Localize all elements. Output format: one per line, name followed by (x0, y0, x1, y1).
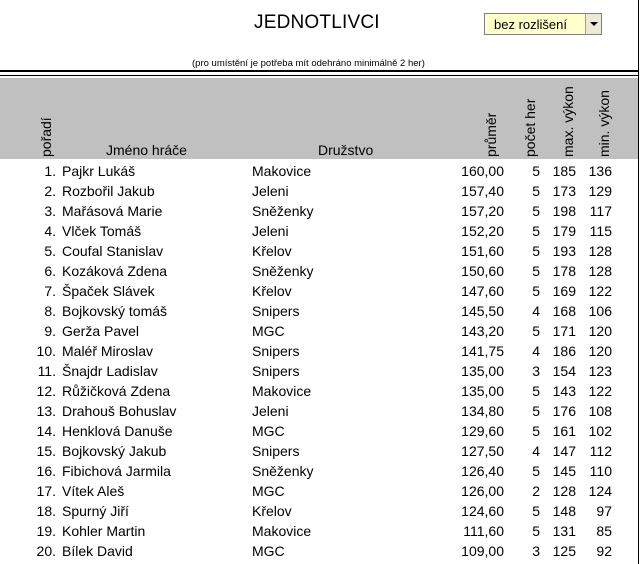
cell-max: 143 (552, 383, 576, 399)
cell-min: 112 (589, 443, 612, 459)
cell-min: 122 (588, 283, 612, 299)
cell-rank: 20. (36, 543, 56, 559)
cell-team: Křelov (252, 243, 292, 259)
cell-max: 186 (552, 343, 576, 359)
cell-team: Makovice (252, 383, 312, 399)
column-header-name: Jméno hráče (106, 142, 187, 158)
cell-player-name: Bojkovský Jakub (62, 443, 167, 459)
cell-team: MGC (252, 543, 285, 559)
cell-max: 131 (552, 523, 576, 539)
cell-rank: 15. (36, 443, 56, 459)
cell-max: 145 (552, 463, 576, 479)
cell-team: Jeleni (252, 403, 289, 419)
cell-games: 5 (532, 203, 540, 219)
cell-team: Snipers (252, 443, 300, 459)
cell-min: 92 (596, 543, 612, 559)
cell-team: Jeleni (252, 223, 289, 239)
cell-max: 178 (552, 263, 576, 279)
cell-min: 102 (588, 423, 612, 439)
table-row (0, 521, 638, 541)
cell-average: 127,50 (461, 443, 504, 459)
cell-rank: 2. (44, 183, 56, 199)
table-row (0, 241, 638, 261)
table-row (0, 341, 638, 361)
cell-max: 173 (552, 183, 576, 199)
cell-average: 157,40 (461, 183, 504, 199)
cell-average: 141,75 (461, 343, 504, 359)
chevron-down-icon[interactable] (585, 14, 601, 34)
column-header-min: min. výkon (596, 90, 612, 157)
cell-average: 126,00 (461, 483, 504, 499)
cell-max: 193 (552, 243, 576, 259)
cell-rank: 8. (44, 303, 56, 319)
cell-max: 168 (552, 303, 576, 319)
minimum-games-note: (pro umístění je potřeba mít odehráno minimálně 2 her) (192, 58, 425, 69)
table-row (0, 201, 638, 221)
cell-games: 5 (532, 223, 540, 239)
cell-min: 124 (588, 483, 612, 499)
cell-min: 128 (588, 263, 612, 279)
cell-player-name: Pajkr Lukáš (62, 163, 136, 179)
page-title: JEDNOTLIVCI (254, 12, 380, 33)
cell-team: Sněženky (252, 203, 314, 219)
table-row (0, 321, 638, 341)
sheet-right-border (638, 0, 639, 564)
cell-player-name: Coufal Stanislav (62, 243, 164, 259)
cell-min: 129 (588, 183, 612, 199)
cell-rank: 17. (36, 483, 56, 499)
cell-rank: 12. (36, 383, 56, 399)
cell-rank: 7. (44, 283, 56, 299)
cell-average: 150,60 (461, 263, 504, 279)
players-table (0, 161, 638, 561)
cell-max: 128 (552, 483, 576, 499)
cell-player-name: Vítek Aleš (62, 483, 125, 499)
table-row (0, 481, 638, 501)
table-row (0, 361, 638, 381)
filter-value: bez rozlišení (494, 17, 567, 32)
table-row (0, 161, 638, 181)
cell-average: 151,60 (461, 243, 504, 259)
cell-player-name: Rozbořil Jakub (62, 183, 155, 199)
cell-rank: 4. (44, 223, 56, 239)
cell-team: Sněženky (252, 463, 314, 479)
cell-games: 4 (532, 303, 540, 319)
cell-max: 179 (552, 223, 576, 239)
cell-average: 147,60 (461, 283, 504, 299)
cell-player-name: Mařásová Marie (62, 203, 163, 219)
cell-team: Křelov (252, 503, 292, 519)
cell-rank: 11. (37, 363, 56, 379)
table-row (0, 301, 638, 321)
cell-rank: 18. (36, 503, 56, 519)
table-row (0, 421, 638, 441)
header-divider (0, 70, 638, 72)
cell-games: 5 (532, 183, 540, 199)
cell-team: Makovice (252, 523, 312, 539)
cell-player-name: Kozáková Zdena (62, 263, 168, 279)
cell-max: 154 (552, 363, 576, 379)
cell-games: 5 (532, 243, 540, 259)
column-header-average: průměr (483, 112, 499, 157)
table-row (0, 261, 638, 281)
column-header-games: počet her (522, 98, 538, 157)
cell-games: 5 (532, 523, 540, 539)
column-header-max: max. výkon (560, 86, 576, 157)
cell-max: 176 (552, 403, 576, 419)
cell-player-name: Maléř Miroslav (62, 343, 154, 359)
cell-rank: 1. (44, 163, 56, 179)
cell-max: 125 (552, 543, 576, 559)
cell-team: Sněženky (252, 263, 314, 279)
cell-min: 106 (588, 303, 612, 319)
cell-average: 135,00 (461, 363, 504, 379)
cell-max: 171 (552, 323, 576, 339)
cell-max: 169 (552, 283, 576, 299)
cell-rank: 6. (44, 263, 56, 279)
cell-rank: 9. (44, 323, 56, 339)
table-row (0, 441, 638, 461)
cell-team: MGC (252, 423, 285, 439)
table-row (0, 181, 638, 201)
cell-average: 145,50 (461, 303, 504, 319)
cell-average: 152,20 (461, 223, 504, 239)
cell-rank: 14. (36, 423, 56, 439)
table-row (0, 221, 638, 241)
cell-min: 123 (588, 363, 612, 379)
cell-average: 134,80 (461, 403, 504, 419)
cell-average: 143,20 (461, 323, 504, 339)
cell-player-name: Bílek David (62, 543, 133, 559)
cell-team: Snipers (252, 303, 300, 319)
cell-team: Jeleni (252, 183, 289, 199)
cell-min: 120 (588, 343, 612, 359)
column-header-rank: pořadí (38, 117, 54, 157)
cell-average: 126,40 (461, 463, 504, 479)
cell-average: 157,20 (461, 203, 504, 219)
cell-games: 5 (532, 503, 540, 519)
cell-team: MGC (252, 483, 285, 499)
cell-player-name: Vlček Tomáš (62, 223, 142, 239)
cell-max: 147 (552, 443, 576, 459)
cell-team: Snipers (252, 343, 300, 359)
cell-min: 120 (588, 323, 612, 339)
cell-average: 135,00 (461, 383, 504, 399)
cell-player-name: Drahouš Bohuslav (62, 403, 177, 419)
cell-min: 128 (588, 243, 612, 259)
cell-team: MGC (252, 323, 285, 339)
cell-average: 129,60 (461, 423, 504, 439)
table-row (0, 401, 638, 421)
cell-player-name: Kohler Martin (62, 523, 146, 539)
table-row (0, 541, 638, 561)
cell-average: 124,60 (461, 503, 504, 519)
cell-min: 122 (588, 383, 612, 399)
column-header-team: Družstvo (318, 142, 374, 158)
cell-player-name: Šnajdr Ladislav (62, 363, 158, 379)
header-divider-thin (0, 75, 638, 76)
table-row (0, 461, 638, 481)
cell-player-name: Bojkovský tomáš (62, 303, 168, 319)
cell-games: 3 (532, 363, 540, 379)
cell-rank: 3. (44, 203, 56, 219)
cell-average: 109,00 (461, 543, 504, 559)
cell-average: 111,60 (463, 523, 504, 539)
cell-rank: 13. (36, 403, 56, 419)
cell-games: 5 (532, 463, 540, 479)
cell-rank: 5. (44, 243, 56, 259)
table-header (0, 78, 638, 159)
cell-games: 2 (532, 483, 540, 499)
cell-games: 4 (532, 343, 540, 359)
cell-team: Snipers (252, 363, 300, 379)
cell-rank: 16. (36, 463, 56, 479)
cell-min: 115 (589, 223, 612, 239)
cell-games: 4 (532, 443, 540, 459)
cell-games: 5 (532, 403, 540, 419)
cell-max: 161 (552, 423, 576, 439)
cell-rank: 10. (36, 343, 56, 359)
cell-team: Křelov (252, 283, 292, 299)
cell-games: 5 (532, 263, 540, 279)
cell-player-name: Henklová Danuše (62, 423, 173, 439)
table-row (0, 281, 638, 301)
cell-max: 198 (552, 203, 576, 219)
cell-rank: 19. (36, 523, 56, 539)
cell-games: 5 (532, 283, 540, 299)
cell-average: 160,00 (461, 163, 504, 179)
cell-min: 85 (596, 523, 612, 539)
cell-games: 5 (532, 163, 540, 179)
cell-player-name: Růžičková Zdena (62, 383, 171, 399)
cell-team: Makovice (252, 163, 312, 179)
cell-min: 136 (588, 163, 612, 179)
table-row (0, 501, 638, 521)
cell-player-name: Špaček Slávek (62, 283, 155, 299)
cell-max: 148 (552, 503, 576, 519)
cell-min: 110 (589, 463, 612, 479)
cell-player-name: Fibichová Jarmila (62, 463, 171, 479)
cell-games: 5 (532, 423, 540, 439)
cell-player-name: Gerža Pavel (62, 323, 140, 339)
cell-games: 5 (532, 323, 540, 339)
cell-games: 5 (532, 383, 540, 399)
cell-min: 108 (588, 403, 612, 419)
cell-games: 3 (532, 543, 540, 559)
filter-dropdown[interactable] (484, 13, 602, 35)
cell-player-name: Spurný Jiří (62, 503, 129, 519)
table-row (0, 381, 638, 401)
cell-min: 117 (589, 203, 612, 219)
cell-max: 185 (552, 163, 576, 179)
cell-min: 97 (596, 503, 612, 519)
